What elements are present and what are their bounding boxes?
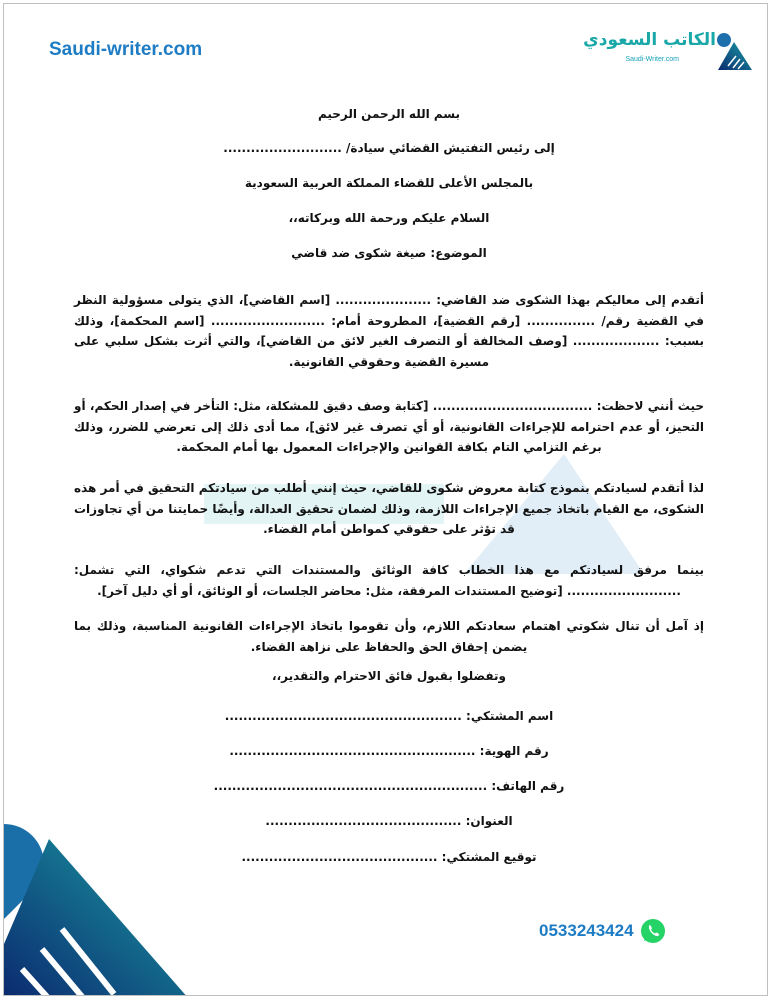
- document-page: [3, 3, 768, 996]
- paragraph-complaint: أتقدم إلى معاليكم بهذا الشكوى ضد القاضي: ..................... [اسم القاضي]، الذي يتولى مسؤولية النظر في القضية رقم/ ............... [رقم القضية]، المطروحة أمام: ......................... [اسم المحكمة]، وذلك بسبب: ................... [وصف المخالفة أو التصرف الغير لائق من القاضي]، والتي أثرت بشكل سلبي على مسيرة القضية وحقوقي القانونية.: [74, 293, 704, 369]
- field-placeholder: ...........................................: [265, 814, 462, 828]
- field-label: اسم المشتكي:: [466, 709, 554, 723]
- paragraph-request: لذا أتقدم لسيادتكم بنموذج كتابة معروض شكوى للقاضي، حيث إنني أطلب من سيادتكم التحقيق في أمر هذه الشكوى، مع القيام باتخاذ جميع الإجراءات اللازمة، وذلك لضمان تحقيق العدالة، وأيضًا حمايتنا من أي تجاوزات قد تؤثر على حقوقي كمواطن أمام القضاء.: [74, 481, 704, 536]
- logo-pen-icon: [714, 32, 754, 72]
- paragraph-observation: حيث أنني لاحظت: ................................... [كتابة وصف دقيق للمشكلة، مثل: التأخر في إصدار الحكم، أو التحيز، أو عدم احترامه للإجراءات القانونية، أو أي تصرف غير لائق]، مما أدى ذلك إلى تعرضي للضرر، وذلك برغم التزامي التام بكافة القوانين والإجراءات المعمول بها أمام المحكمة.: [74, 399, 704, 454]
- contact-info: [539, 918, 666, 944]
- closing-line: وتفضلوا بقبول فائق الاحترام والتقدير،،: [272, 669, 506, 683]
- field-label: رقم الهاتف:: [491, 779, 565, 793]
- council-line: بالمجلس الأعلى للقضاء المملكة العربية السعودية: [244, 176, 534, 190]
- field-signature[interactable]: [64, 847, 714, 867]
- field-placeholder: ....................................................: [224, 709, 462, 723]
- paragraph-hope: إذ آمل أن تنال شكوتي اهتمام سعادتكم اللازم، وأن تقوموا باتخاذ الإجراءات القانونية المناسبة، وذلك بما يضمن إحقاق الحق والحفاظ على نزاهة القضاء.: [74, 619, 704, 654]
- field-label: توقيع المشتكي:: [441, 850, 537, 864]
- field-placeholder: ......................................................: [229, 744, 476, 758]
- brand-logo: [579, 30, 754, 76]
- basmala: بسم الله الرحمن الرحيم: [317, 107, 461, 121]
- field-label: رقم الهوية:: [479, 744, 549, 758]
- logo-english-text: Saudi-Writer.com: [625, 56, 679, 63]
- paragraph-attachments: بينما مرفق لسيادتكم مع هذا الخطاب كافة الوثائق والمستندات التي تدعم شكواي، التي تشمل: ......................... [توضيح المستندات المرفقة، مثل: محاضر الجلسات، أو الوثائق، أو أي دليل آخر].: [74, 563, 704, 598]
- field-placeholder: ...........................................: [241, 850, 438, 864]
- field-id-number[interactable]: [64, 741, 714, 761]
- field-label: العنوان:: [465, 814, 513, 828]
- field-complainant-name[interactable]: [64, 706, 714, 726]
- phone-number[interactable]: 0533243424: [539, 921, 634, 940]
- addressee: إلى رئيس التفتيش القضائي سيادة/ ..........................: [223, 141, 555, 155]
- whatsapp-icon[interactable]: [640, 918, 666, 944]
- field-phone-number[interactable]: [64, 776, 714, 796]
- subject: الموضوع: صيغة شكوى ضد قاضي: [291, 246, 487, 260]
- field-placeholder: ............................................................: [213, 779, 488, 793]
- site-url[interactable]: Saudi-writer.com: [49, 39, 203, 60]
- greeting: السلام عليكم ورحمة الله وبركاته،،: [288, 211, 490, 225]
- logo-arabic-text: الكاتب السعودي: [583, 30, 716, 50]
- field-address[interactable]: [64, 811, 714, 831]
